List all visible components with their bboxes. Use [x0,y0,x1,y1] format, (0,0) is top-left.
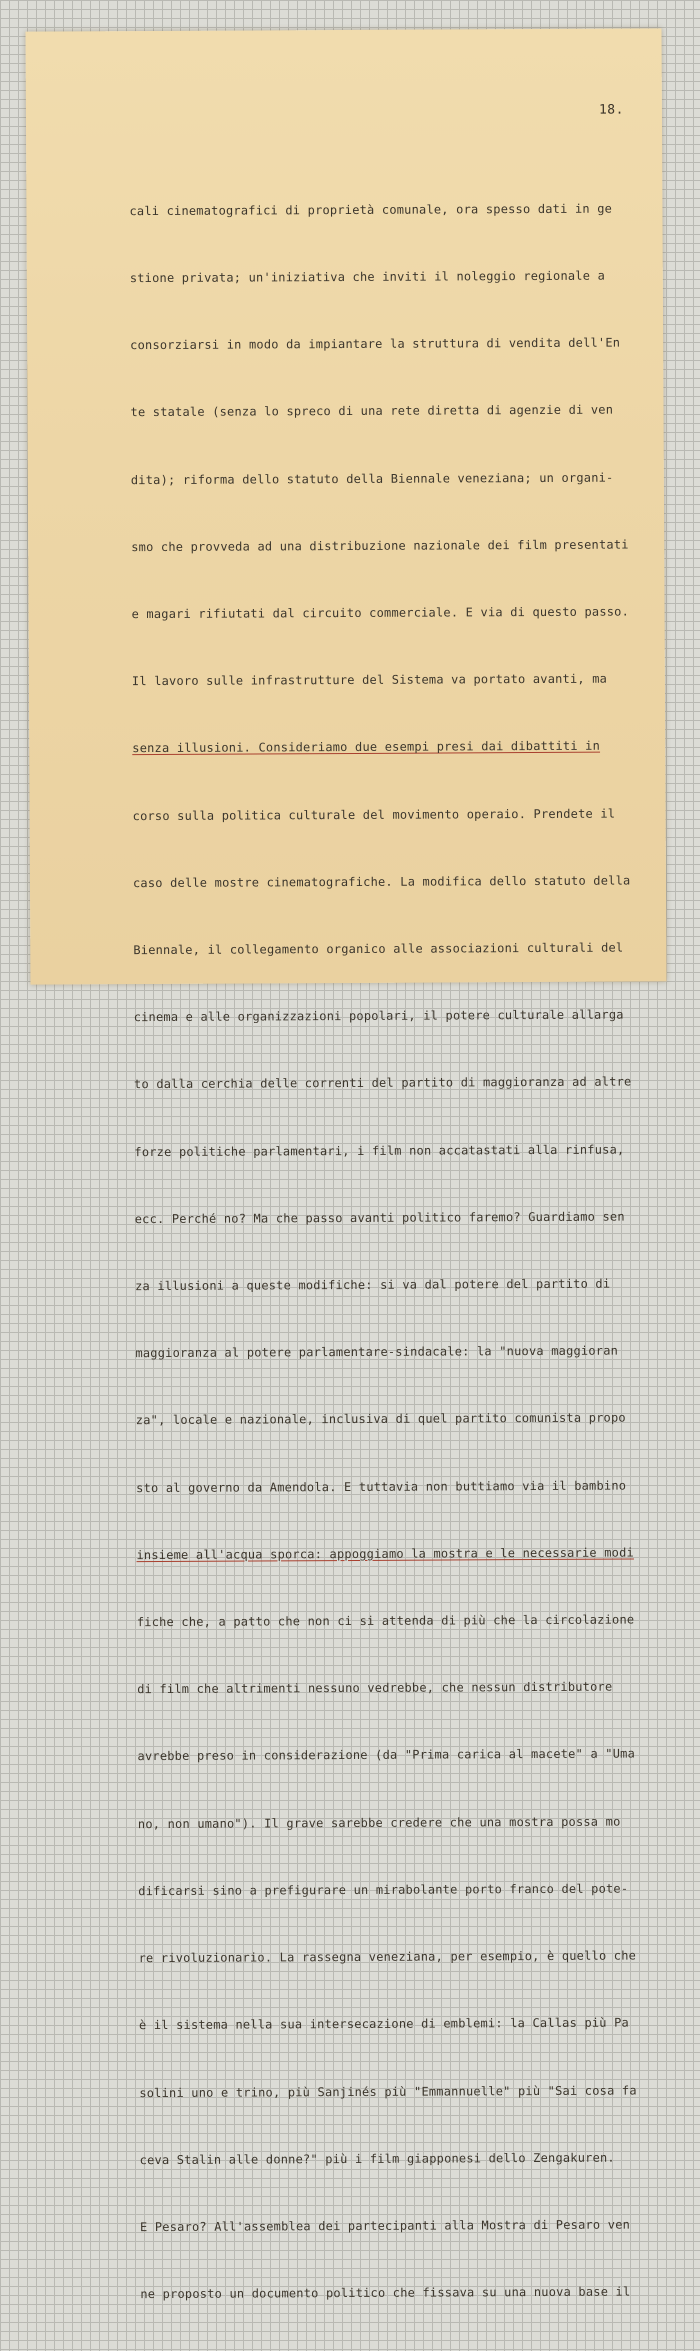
text-line-21: insieme all'acqua sporca: appoggiamo la mostra e le necessarie modi [136,1545,634,1562]
text-line-17: za illusioni a queste modifiche: si va dal potere del partito di [135,1276,611,1294]
text-line-10: corso sulla politica culturale del movimento operaio. Prendete il [132,806,616,823]
typed-page-sheet [26,28,667,2302]
text-line-1: cali cinematografici di proprietà comunale, ora spesso dati in ge [129,201,613,218]
text-line-6: smo che provveda ad una distribuzione nazionale dei film presentati [131,537,629,554]
text-line-11: caso delle mostre cinematografiche. La modifica dello statuto della [132,873,631,890]
text-line-3: consorziarsi in modo da impiantare la struttura di vendita dell'En [130,335,621,353]
text-line-29: solini uno e trino, più Sanjinés più "Emmannuelle" più "Sai cosa fa [139,2082,637,2100]
text-line-15: forze politiche parlamentari, i film non accatastati alla rinfusa, [134,1142,625,1159]
page-number: 18. [598,102,624,118]
text-line-7: e magari rifiutati dal circuito commerciale. E via di questo passo. [131,604,630,622]
text-line-16: ecc. Perché no? Ma che passo avanti politico faremo? Guardiamo sen [134,1209,625,1226]
text-line-30: ceva Stalin alle donne?" più i film giapponesi dello Zengakuren. [139,2150,615,2167]
text-line-19: za", locale e nazionale, inclusiva di quel partito comunista propo [135,1411,626,1428]
text-line-26: dificarsi sino a prefigurare un mirabolante porto franco del pote- [138,1881,629,1898]
text-line-22: fiche che, a patto che non ci si attenda di più che la circolazione [136,1612,635,1630]
text-line-8: Il lavoro sulle infrastrutture del Sistema va portato avanti, ma [131,671,608,689]
text-line-14: to dalla cerchia delle correnti del partito di maggioranza ad altre [133,1074,632,1092]
text-line-2: stione privata; un'iniziativa che inviti il noleggio regionale a [129,268,606,286]
text-line-12: Biennale, il collegamento organico alle associazioni culturali del [133,940,624,958]
text-line-31: E Pesaro? All'assemblea dei partecipanti alla Mostra di Pesaro ven [139,2217,631,2235]
text-line-28: è il sistema nella sua intersecazione di emblemi: la Callas più Pa [138,2015,630,2033]
text-line-18: maggioranza al potere parlamentare-sindacale: la "nuova maggioran [135,1343,619,1361]
text-line-24: avrebbe preso in considerazione (da "Prima carica al macete" a "Uma [137,1746,636,1764]
text-line-32: ne proposto un documento politico che fissava su una nuova base il [140,2284,631,2302]
text-line-20: sto al governo da Amendola. E tuttavia non buttiamo via il bambino [136,1478,627,1495]
text-line-27: re rivoluzionario. La rassegna veneziana, per esempio, è quello che [138,1948,637,1966]
text-line-5: dita); riforma dello statuto della Biennale veneziana; un organi- [130,470,614,487]
typewritten-body [129,152,660,2350]
text-line-9: senza illusioni. Consideriamo due esempi presi dai dibattiti in [132,739,601,756]
text-line-25: no, non umano"). Il grave sarebbe credere che una mostra possa mo [137,1814,621,1831]
text-line-13: cinema e alle organizzazioni popolari, il potere culturale allarga [133,1007,624,1025]
text-line-4: te statale (senza lo spreco di una rete diretta di agenzie di ven [130,403,614,420]
text-line-23: di film che altrimenti nessuno vedrebbe, che nessun distributore [137,1679,613,1697]
